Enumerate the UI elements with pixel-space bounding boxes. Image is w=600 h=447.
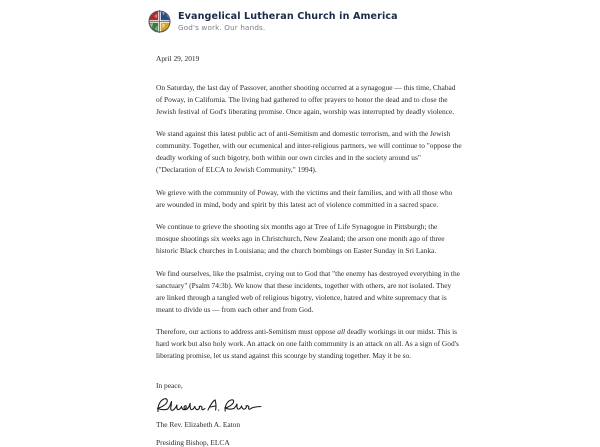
closing-greeting: In peace, bbox=[156, 381, 183, 391]
letter-closing-paragraph bbox=[156, 326, 462, 362]
letter-paragraph: On Saturday, the last day of Passover, another shooting occurred at a synagogue — this time, Chabad of Poway, in California. The living had gathered to offer prayers to honor the dead and to close the Jewish festival of God's liberating promise. Once again, worship was interrupted by deadly violence. bbox=[156, 83, 456, 116]
organization-tagline: God's work. Our hands. bbox=[178, 23, 266, 33]
letter-paragraph: We grieve with the community of Poway, with the victims and their families, and with all those who are wounded in mind, body and spirit by this latest act of violence committed in a sacred space. bbox=[156, 187, 453, 209]
handwritten-signature bbox=[154, 394, 462, 418]
closing-emphasis-word: all bbox=[337, 327, 346, 337]
closing-text-after: deadly workings in our midst. This is hard work but also holy work. An attack on one faith community is an attack on all. As a sign of God's liberating promise, let us stand against this scourge by standing together. May it be so. bbox=[156, 327, 459, 361]
letter-body bbox=[156, 82, 462, 362]
letterhead bbox=[0, 0, 600, 34]
organization-name: Evangelical Lutheran Church in America bbox=[178, 10, 398, 22]
letter-paragraph: We find ourselves, like the psalmist, crying out to God that "the enemy has destroyed everything in the sanctuary" (Psalm 74:3b). We know that these incidents, together with others, are not isolated. They are linked through a tangled web of religious bigotry, violence, hatred and white supremacy that is meant to divide us — from each other and from God. bbox=[156, 268, 460, 314]
brand-text-block bbox=[178, 12, 398, 32]
elca-cross-circle-logo bbox=[148, 9, 171, 34]
letter-paragraph: We continue to grieve the shooting six months ago at Tree of Life Synagogue in Pittsburgh; the mosque shootings six weeks ago in Christchurch, New Zealand; the arson one month ago of three historic Black churches in Louisiana; and the church bombings on Easter Sunday in Sri Lanka. bbox=[156, 222, 445, 256]
letter-date: April 29, 2019 bbox=[156, 54, 200, 63]
letter-document bbox=[0, 54, 462, 447]
closing-text-before: Therefore, our actions to address anti-Semitism must oppose bbox=[156, 327, 338, 337]
signer-name: The Rev. Elizabeth A. Eaton bbox=[156, 420, 241, 430]
signature-block bbox=[156, 381, 462, 447]
letter-paragraph: We stand against this latest public act of anti-Semitism and domestic terrorism, and with the Jewish community. Together, with our ecumenical and inter-religious partners, we will continue to "oppose the deadly working of such bigotry, both within our own circles and in the society around us" ("Declaration of ELCA to Jewish Community," 1994). bbox=[156, 129, 462, 175]
signer-title: Presiding Bishop, ELCA bbox=[156, 438, 230, 447]
